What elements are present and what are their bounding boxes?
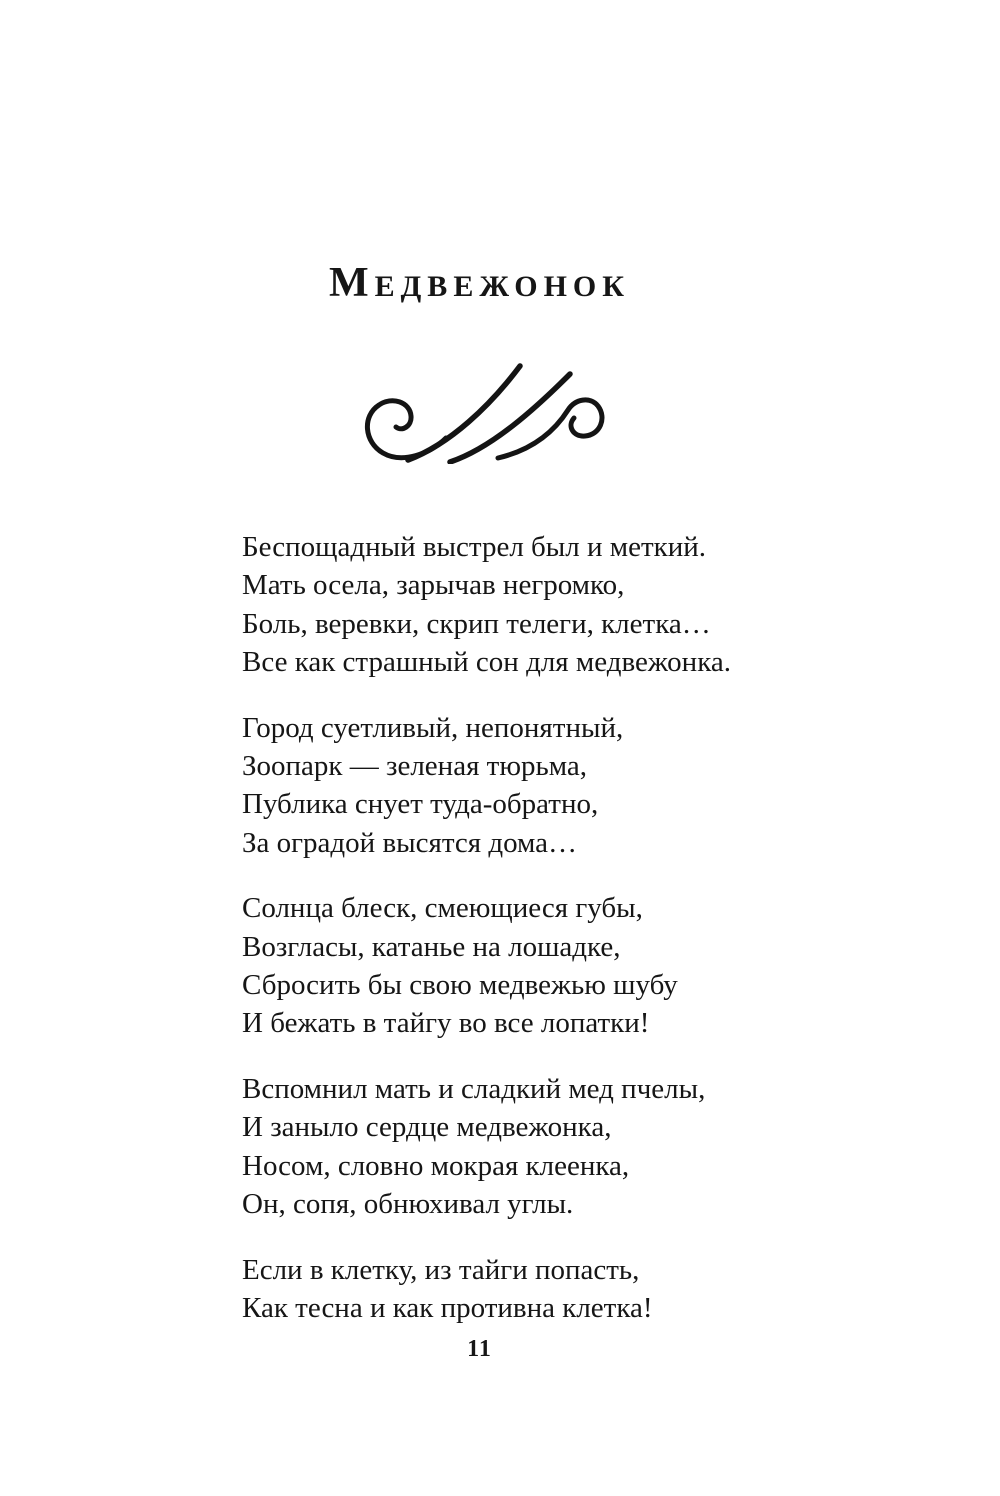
poem-line: Все как страшный сон для медвежонка. bbox=[242, 646, 731, 679]
poem-line: Беспощадный выстрел был и меткий. bbox=[242, 531, 707, 563]
flourish-ornament-icon bbox=[352, 358, 608, 464]
stanza-3 bbox=[242, 889, 717, 1043]
stanza-4 bbox=[242, 1070, 717, 1224]
poem-line: Солнца блеск, смеющиеся губы, bbox=[242, 892, 643, 925]
poem-line: Как тесна и как противна клетка! bbox=[242, 1291, 653, 1324]
poem-line: Город суетливый, непонятный, bbox=[242, 711, 624, 744]
poem-title-initial: М bbox=[329, 260, 375, 306]
poem-title-caps: ЕДВЕЖОНОК bbox=[374, 270, 630, 303]
poem-line: Он, сопя, обнюхивал углы. bbox=[242, 1188, 574, 1221]
poem-line: Вспомнил мать и сладкий мед пчелы, bbox=[242, 1072, 706, 1105]
poem-line: Мать осела, зарычав негромко, bbox=[242, 569, 625, 602]
poem-line: И заныло сердце медвежонка, bbox=[242, 1111, 612, 1144]
stanza-2 bbox=[242, 709, 717, 863]
poem-line: Боль, веревки, скрип телеги, клетка… bbox=[242, 607, 711, 640]
text-column bbox=[242, 0, 731, 1327]
poem-line: Публика снует туда-обратно, bbox=[242, 788, 599, 821]
poem-line: Сбросить бы свою медвежью шубу bbox=[242, 969, 678, 1002]
poem-line: И бежать в тайгу во все лопатки! bbox=[242, 1007, 650, 1040]
poem-line: Возгласы, катанье на лошадке, bbox=[242, 930, 621, 963]
poem-line: Носом, словно мокрая клеенка, bbox=[242, 1149, 630, 1182]
poem-line: Если в клетку, из тайги попасть, bbox=[242, 1253, 640, 1286]
stanza-5 bbox=[242, 1251, 717, 1328]
poem-line: Зоопарк — зеленая тюрьма, bbox=[242, 750, 587, 783]
poem-title bbox=[242, 262, 717, 304]
page-number: 11 bbox=[467, 1336, 492, 1362]
poem-line: За оградой высятся дома… bbox=[242, 826, 578, 859]
poem-body bbox=[242, 528, 731, 1327]
stanza-1 bbox=[242, 528, 731, 682]
